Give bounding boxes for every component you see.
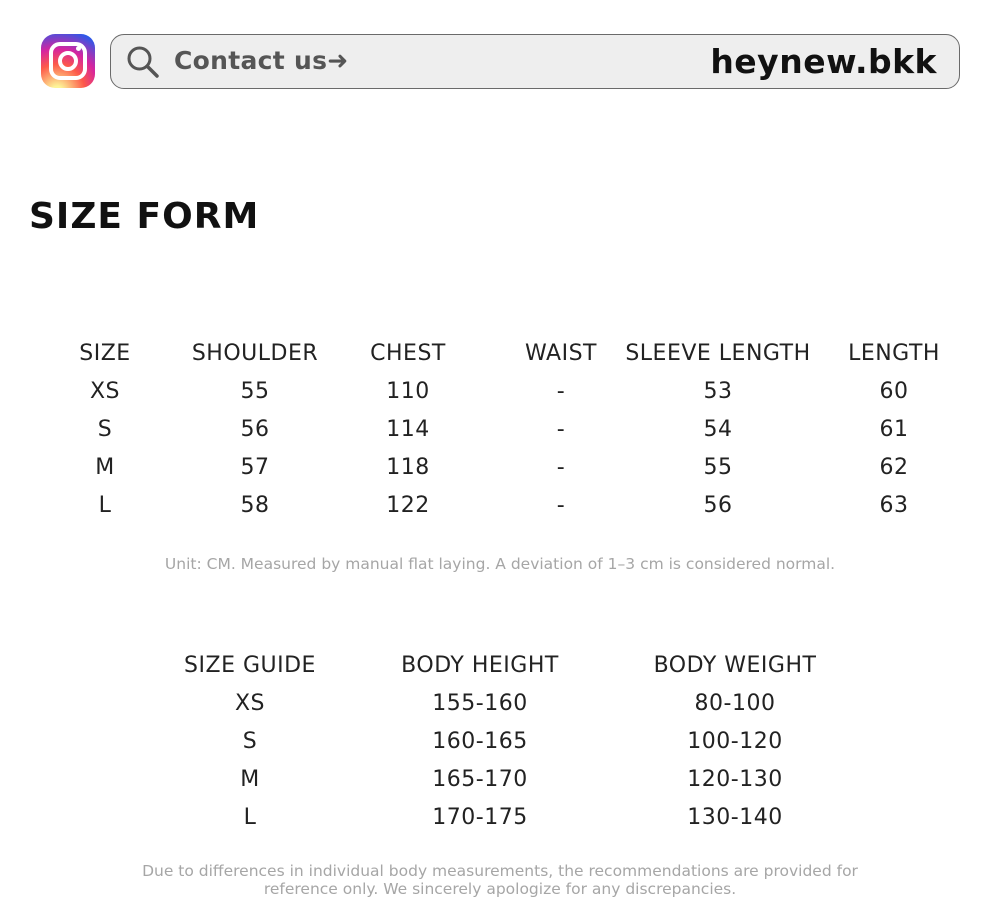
guide-table-cell: 155-160 bbox=[432, 691, 528, 716]
guide-table-cell: 165-170 bbox=[432, 767, 528, 792]
guide-table-header: SIZE GUIDE bbox=[184, 653, 316, 678]
size-table-header: SIZE bbox=[79, 341, 131, 366]
guide-note-line-2: reference only. We sincerely apologize for any discrepancies. bbox=[263, 880, 737, 898]
size-table-header: WAIST bbox=[525, 341, 597, 366]
guide-table-cell: 100-120 bbox=[687, 729, 783, 754]
size-table-cell: - bbox=[556, 379, 566, 404]
size-table-cell: 122 bbox=[386, 493, 430, 518]
search-icon bbox=[125, 44, 161, 80]
size-table-cell: 60 bbox=[879, 379, 909, 404]
size-table-cell: 114 bbox=[386, 417, 430, 442]
size-table-cell: 57 bbox=[240, 455, 270, 480]
guide-note-line-1: Due to differences in individual body measurements, the recommendations are provided for bbox=[142, 862, 858, 880]
size-table-header: SLEEVE LENGTH bbox=[625, 341, 811, 366]
size-table-cell: S bbox=[97, 417, 113, 442]
guide-table-header: BODY WEIGHT bbox=[653, 653, 817, 678]
size-table-cell: 61 bbox=[879, 417, 909, 442]
contact-us-label: Contact us➜ bbox=[174, 46, 349, 75]
guide-table-cell: 130-140 bbox=[687, 805, 783, 830]
size-table-cell: - bbox=[556, 493, 566, 518]
contact-search-bar[interactable] bbox=[110, 34, 960, 89]
size-table-cell: 62 bbox=[879, 455, 909, 480]
size-note: Unit: CM. Measured by manual flat laying. A deviation of 1–3 cm is considered normal. bbox=[164, 555, 836, 573]
size-table-cell: M bbox=[95, 455, 115, 480]
size-table-cell: XS bbox=[89, 379, 121, 404]
guide-table-cell: 80-100 bbox=[694, 691, 776, 716]
guide-table-cell: S bbox=[242, 729, 258, 754]
size-table-cell: L bbox=[98, 493, 112, 518]
guide-table-cell: L bbox=[243, 805, 257, 830]
size-table-cell: 54 bbox=[703, 417, 733, 442]
size-table-header: CHEST bbox=[370, 341, 446, 366]
size-table-cell: 55 bbox=[703, 455, 733, 480]
size-table-cell: 63 bbox=[879, 493, 909, 518]
page-title: SIZE FORM bbox=[29, 196, 260, 237]
size-table-cell: 110 bbox=[386, 379, 430, 404]
size-table-cell: 53 bbox=[703, 379, 733, 404]
size-table-cell: 56 bbox=[703, 493, 733, 518]
instagram-icon-dot bbox=[76, 46, 81, 51]
guide-table-cell: XS bbox=[234, 691, 266, 716]
guide-table-header: BODY HEIGHT bbox=[401, 653, 559, 678]
size-table-cell: - bbox=[556, 417, 566, 442]
instagram-icon-lens bbox=[58, 51, 78, 71]
size-table-cell: - bbox=[556, 455, 566, 480]
size-table-cell: 118 bbox=[386, 455, 430, 480]
instagram-icon[interactable] bbox=[41, 34, 95, 88]
size-table-cell: 56 bbox=[240, 417, 270, 442]
shop-handle: heynew.bkk bbox=[710, 42, 937, 81]
guide-table-cell: 120-130 bbox=[687, 767, 783, 792]
size-table-cell: 58 bbox=[240, 493, 270, 518]
size-table-cell: 55 bbox=[240, 379, 270, 404]
guide-table-cell: 170-175 bbox=[432, 805, 528, 830]
guide-table-cell: 160-165 bbox=[432, 729, 528, 754]
size-table-header: LENGTH bbox=[848, 341, 940, 366]
guide-table-cell: M bbox=[240, 767, 260, 792]
size-table-header: SHOULDER bbox=[191, 341, 319, 366]
